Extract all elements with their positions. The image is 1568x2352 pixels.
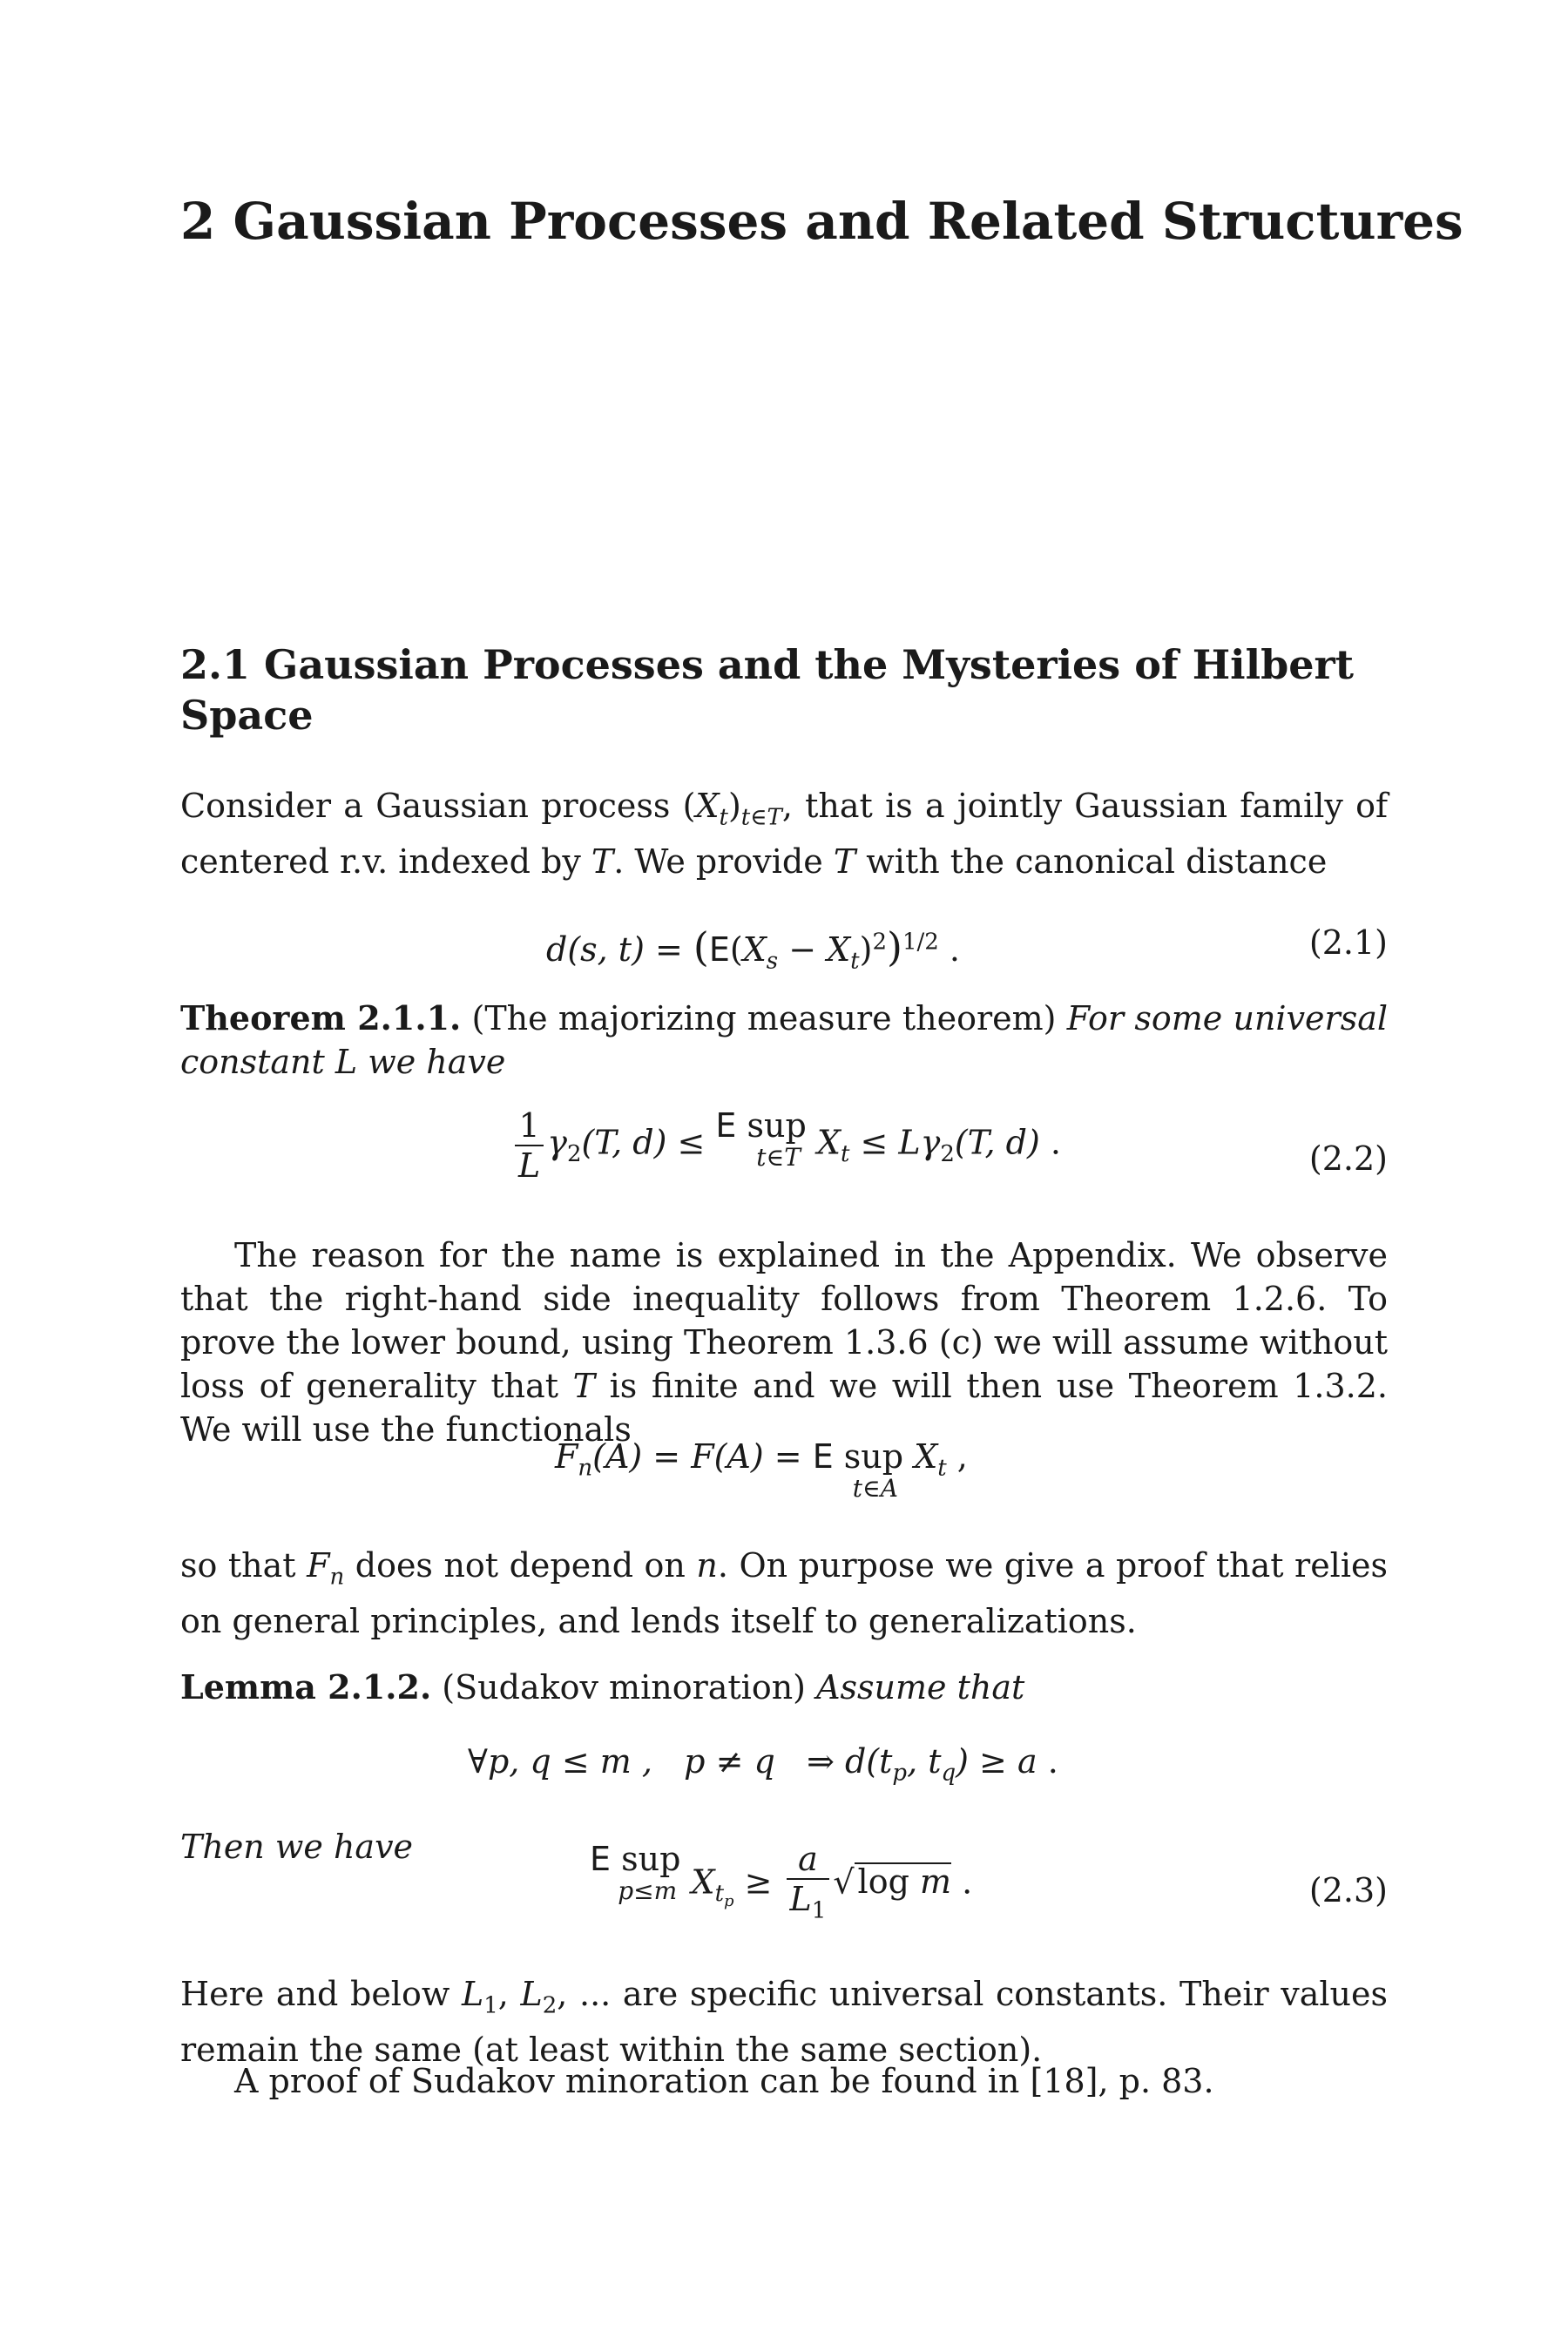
then-label: Then we have	[180, 1828, 414, 1866]
equation-2-2	[180, 1106, 1388, 1220]
equation-2-1	[180, 906, 1388, 993]
section-title: 2.1 Gaussian Processes and the Mysteries of Hilbert Space	[180, 641, 1355, 739]
lemma-heading: Lemma 2.1.2.	[180, 1667, 432, 1707]
theorem-2-1-1: Theorem 2.1.1. (The majorizing measure theorem) For some universal constant L we have	[180, 998, 1388, 1081]
chapter-title: 2 Gaussian Processes and Related Structures	[180, 192, 1463, 251]
lemma-2-1-2	[180, 1666, 1388, 1709]
equation-number-2-2: (2.2)	[1308, 1139, 1388, 1178]
equation-2-3-body: E sup p≤m $X_{t_p}$ ≥ $\frac{a}{L_1}$ √ log m .	[590, 1840, 973, 1924]
equation-number-2-1: (2.1)	[1308, 923, 1388, 962]
lemma-condition-body: ∀p, q ≤ m , p ≠ q ⇒ $d(t_p$, $t_q) \ge a$ .	[468, 1742, 1058, 1787]
lemma-condition	[180, 1742, 1388, 1794]
equation-2-2-body: $\frac{1}{L}$ $\gamma_2(T$, d) ≤ E sup t∈T $X_t \le L\gamma_2(T$, d) .	[511, 1106, 1061, 1185]
lemma-name: (Sudakov minoration)	[442, 1668, 807, 1707]
functional-equation	[180, 1437, 1388, 1533]
reason-paragraph: The reason for the name is explained in the Appendix. We observe that the right-hand side inequality follows from Theorem 1.2.6. To prove the lower bound, using Theorem 1.3.6 (c) we will assume without loss of generality that T is finite and we will then use Theorem 1.3.2. We will use the functionals	[180, 1236, 1388, 1449]
intro-paragraph: Consider a Gaussian process $(X_t)_{t\in T}$, that is a jointly Gaussian family of centered r.v. indexed by T. We provide T with the canonical distance	[180, 787, 1389, 881]
theorem-name: (The majorizing measure theorem)	[471, 999, 1057, 1037]
purpose-paragraph: so that $F_n$ does not depend on n. On purpose we give a proof that relies on general principles, and lends itself to generalizations.	[180, 1546, 1388, 1640]
equation-2-1-body: d(s, $t) = (E(X_s - X_t)^2)^{1/2}$ .	[546, 923, 960, 975]
equation-number-2-3: (2.3)	[1308, 1871, 1388, 1909]
theorem-heading: Theorem 2.1.1.	[180, 998, 462, 1037]
functional-equation-body: $F_n(A) = F(A)$ = E sup t∈A $X_t$ ,	[555, 1437, 968, 1503]
constants-paragraph: Here and below $L_1$, $L_2$, ... are specific universal constants. Their values remain the same (at least within the same section).	[180, 1975, 1389, 2069]
lemma-body: Assume that	[816, 1668, 1025, 1707]
equation-2-3	[180, 1840, 1388, 1953]
proof-reference-paragraph: A proof of Sudakov minoration can be found in [18], p. 83.	[234, 2062, 1214, 2100]
